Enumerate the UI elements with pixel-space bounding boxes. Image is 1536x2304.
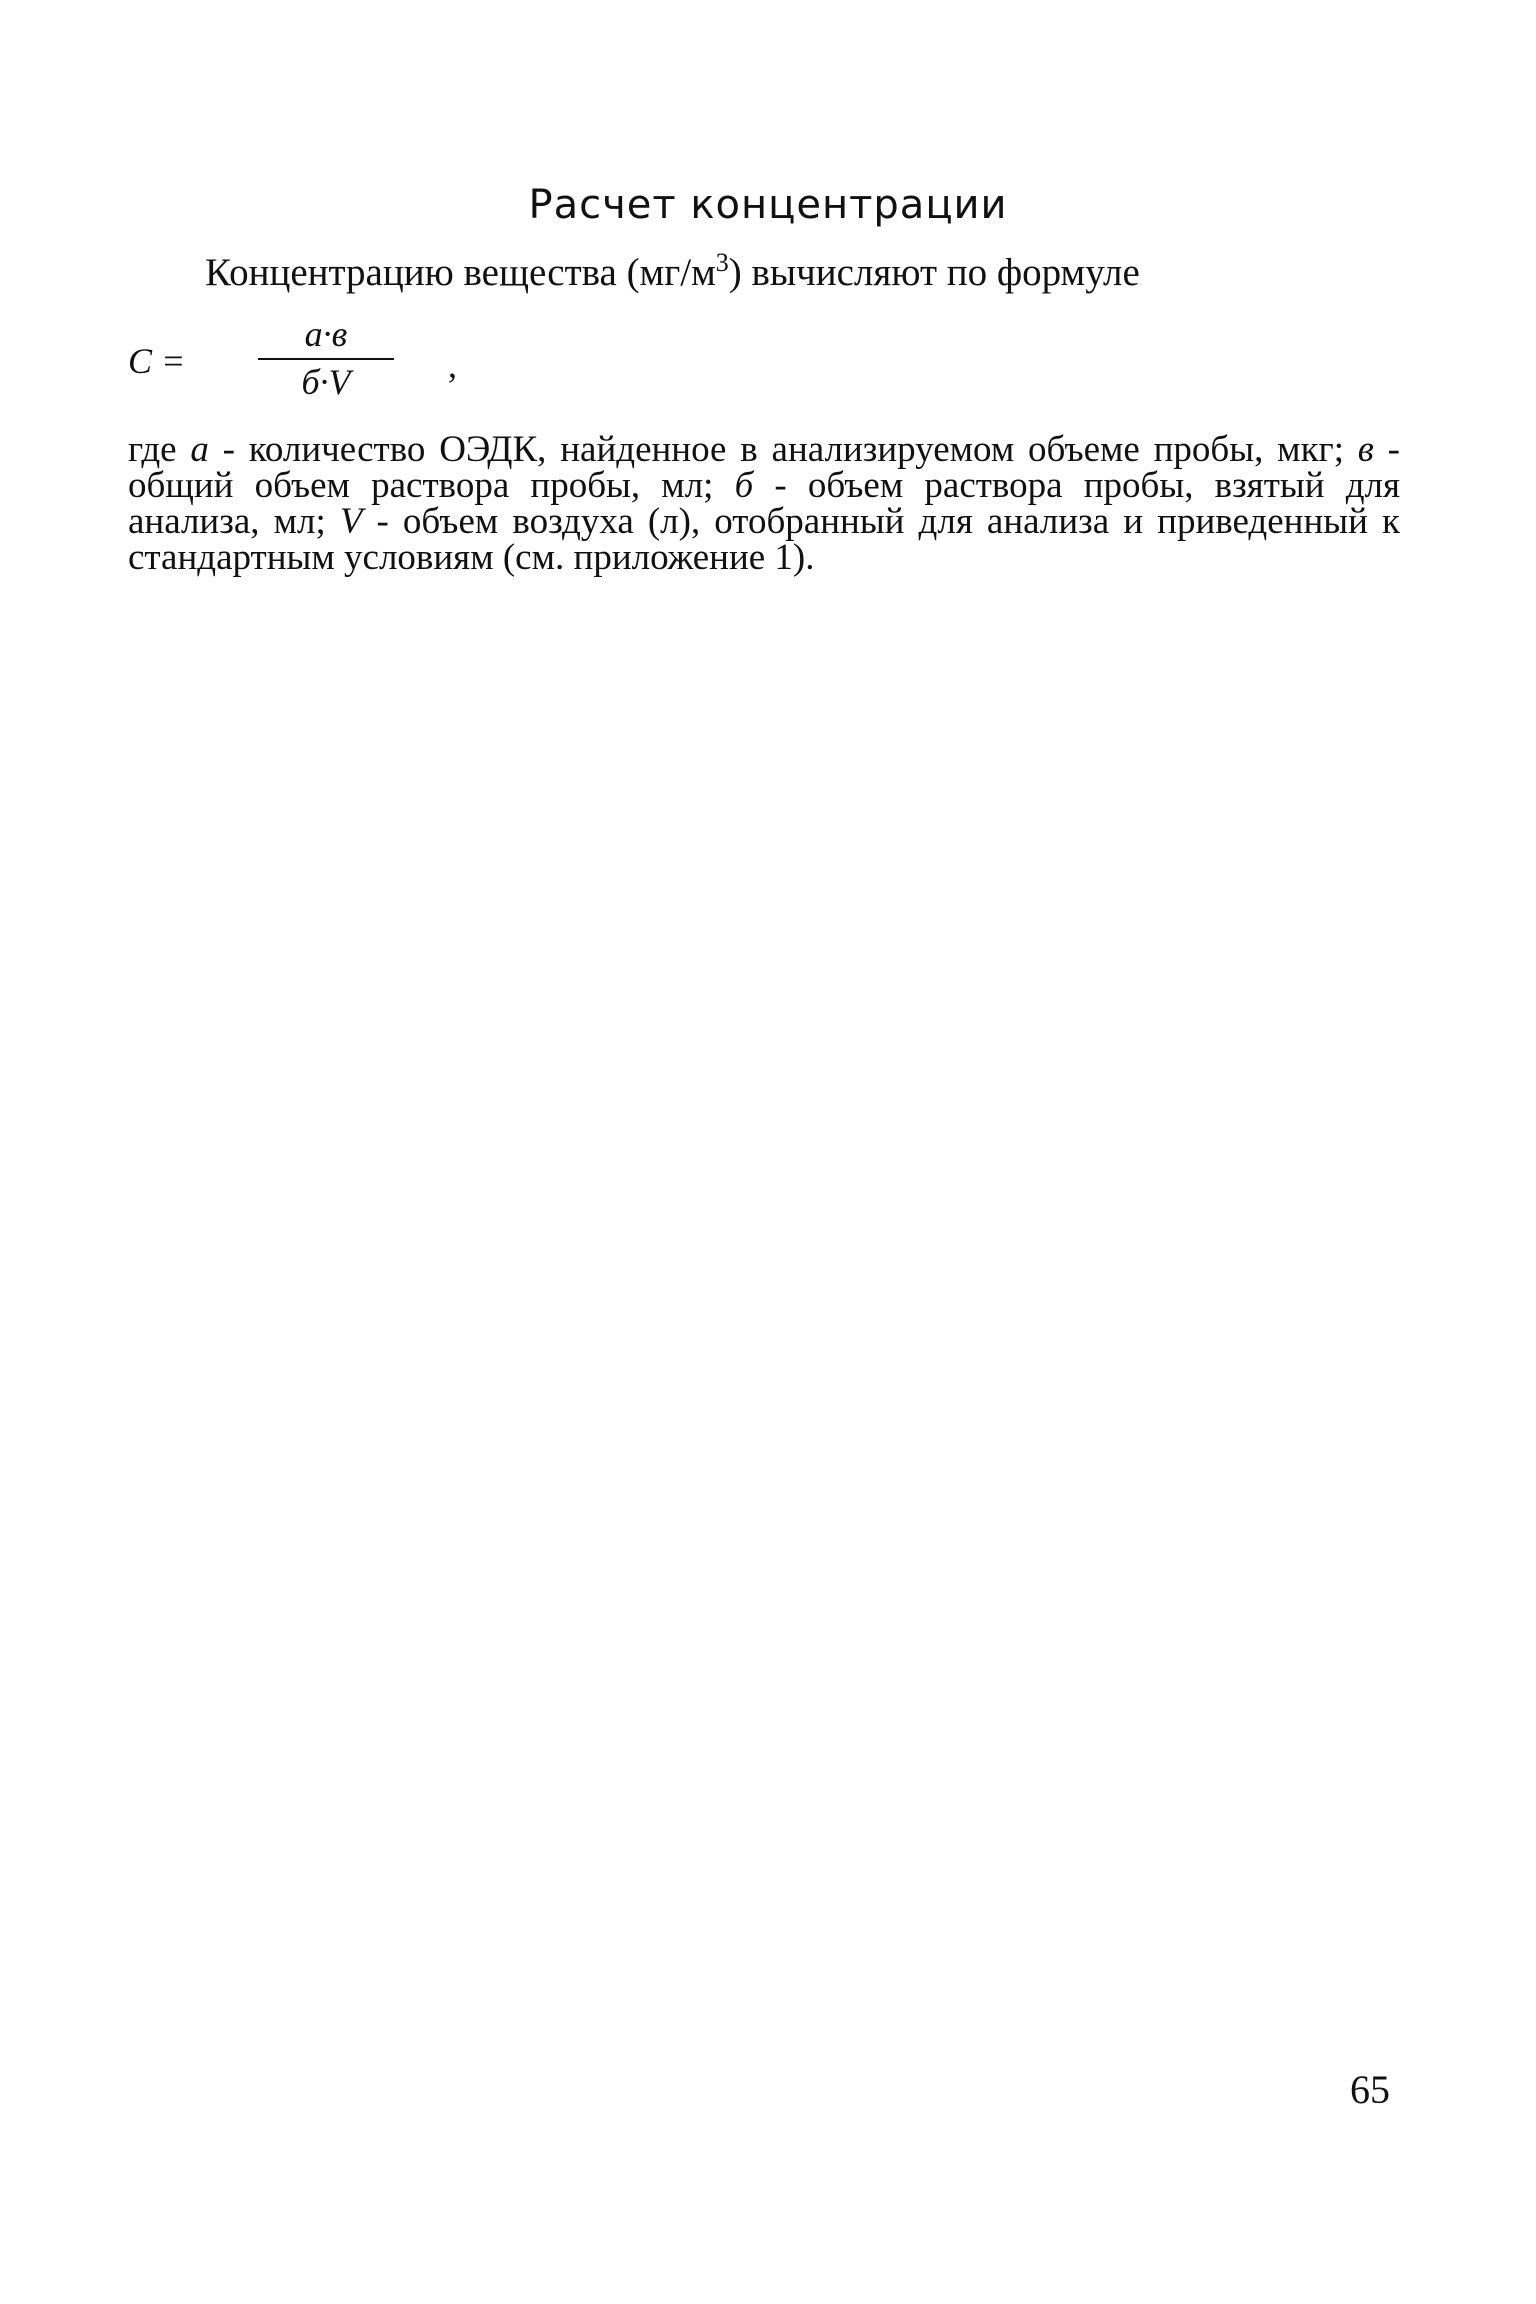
formula-denominator: б·V <box>301 362 351 402</box>
page-number: 65 <box>1350 2067 1390 2112</box>
explanation-text: - общий объем раствора пробы, мл; <box>128 429 1400 506</box>
formula-lhs: C = <box>128 341 186 381</box>
formula-numerator: a·в <box>304 314 348 354</box>
explanation-text: - объем раствора пробы, взятый для анализа, мл; <box>128 465 1400 542</box>
intro-sentence <box>205 248 1140 298</box>
explanation-text: где <box>128 429 191 470</box>
variable-explanation <box>128 429 1400 578</box>
intro-text: Концентрацию вещества (мг/м <box>205 251 716 294</box>
explanation-text: - объем воздуха (л), отобранный для анализа и приведенный к стандартным условиям (см. приложение 1). <box>128 501 1400 578</box>
unit-exponent: 3 <box>715 248 729 277</box>
fraction-bar <box>258 358 394 360</box>
explanation-text: - количество ОЭДК, найденное в анализируемом объеме пробы, мкг; <box>208 429 1358 470</box>
section-heading: Расчет концентрации <box>528 182 1008 228</box>
intro-text-end: ) вычисляют по формуле <box>728 251 1140 294</box>
variable-b: б <box>734 465 754 506</box>
formula-comma: , <box>448 345 457 385</box>
variable-volume: V <box>339 501 363 542</box>
variable-a: a <box>190 429 209 470</box>
formula-fraction <box>220 306 432 416</box>
variable-v: в <box>1357 429 1374 470</box>
